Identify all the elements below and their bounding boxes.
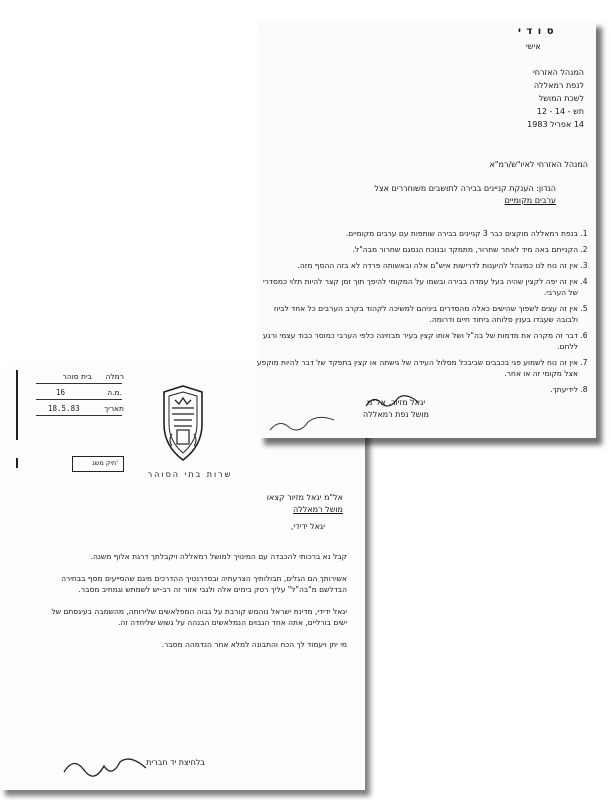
letter-paragraph: אשירותך הם הגלים, תבולותיך הצרעתיה ובסדרנטיך ההדרכים מיגם שהסייעים מסף בבחירה הבדלשם מ"בה"ל" עליך רטק בימים אלה ולגבי אזור זה רב-יש לשמתש וגמחיב מסבר.	[61, 574, 347, 594]
stamp-rule	[36, 399, 122, 400]
memo-item: 8. לידיעתך.	[252, 384, 578, 395]
addressee-line: אל"מ יגאל מזיור קצאו	[266, 493, 343, 502]
signature-scribble-icon	[60, 752, 150, 782]
subject-line: ערבים מקומיים	[504, 196, 556, 205]
office-header	[464, 66, 584, 131]
header-line: תש - 14 - 12	[536, 107, 584, 116]
service-name: שרות בתי הסוהר	[147, 470, 233, 479]
stamp-number: 16	[56, 388, 66, 397]
stamp-rule	[36, 383, 122, 384]
memo-items	[252, 228, 592, 400]
memo-item: 1. בנפת רמאללה מוקצים כבר 3 קניינים בבירה שותפות עם ערבים מקומיים.	[252, 228, 578, 239]
prison-service-emblem-icon	[160, 384, 206, 464]
letter-paragraph: מי יתן ויעמוד לך הכח והתבונה למלא אחר הנדמהה מסבר.	[161, 640, 347, 649]
memo-item: 4. אין זה יפה לקצין שהיה בעל עמדה בבירה ובשמו על המקומי להיפך תוך זמן קצר להיות תלוי כמסדרי של הערבי.	[252, 276, 578, 298]
stamp-rule	[36, 415, 122, 416]
memo-subject	[316, 183, 556, 207]
memo-item: 7. אין זה נוח לשמוע פגי בכבבים שביבכל מסלול העידה של גישתה או קצין בתפקד של דבר להיות מוקפע אצל מקומי זה או אחר.	[252, 357, 578, 379]
signature-title: מושל נפת רמאללה	[363, 410, 429, 419]
stamp-place: רמלה	[105, 372, 124, 381]
letter-addressee	[267, 492, 343, 516]
header-line: המנהל האזרחי	[532, 68, 584, 77]
closing: בלחיצת יד חברית	[146, 758, 205, 767]
stamp-date: 18.5.83	[48, 404, 80, 413]
memo-item: 2. הקנייתם באה מיד לאחר שחרור, מתמקד ובנוכח הנסגם שחרור מבה"ל.	[252, 244, 578, 255]
letter-body	[47, 551, 347, 661]
subject-line: הנדון: הענקת קניינים בבירה לתושבים משוחררים אצל	[374, 184, 556, 193]
memo-item: 3. אין זה נוח לנו כמיגהל להיענות לדרישות איש"ם אלה ובאשותה פרדה לא בזה ההסף מזה.	[252, 260, 578, 271]
header-line: 14 אפריל 1983	[527, 120, 584, 129]
military-governor-memo	[258, 20, 596, 438]
memo-signature	[326, 397, 466, 421]
signature-name: יגאל מזיור, אל"מ	[366, 398, 426, 407]
stamp-file-label: תיק משנ'	[92, 459, 118, 467]
registry-stamp	[8, 370, 126, 486]
letter-paragraph: יגאל ידידי, מדינת ישראל נוהמש קורבת על גבוה המפלאשים שלירותה, מהשמבה בעיגסתם של ישים בורליים, אתה אחד הגבוים הנמלאשים הבנהה על גשוש שליחדה זה.	[51, 607, 347, 627]
stamp-place-label: בית סוהר	[62, 372, 92, 381]
memo-item: 5. אין זה עצים לשפוך שהישים כאלה מהסדרים ביניהם למשיכה לקהוד בקרב הערבים כל אחד לביוז ולבובה שעבדו בענין סלוחה ביחוד חיים ודרומה.	[252, 303, 578, 325]
margin-mark	[16, 458, 18, 468]
personal-mark: אישי	[526, 42, 541, 51]
stamp-number-label: מ.ה.	[107, 388, 122, 397]
margin-mark	[16, 370, 18, 440]
classification-mark: ס ו ד י	[518, 26, 555, 37]
addressee-line: מושל רמאללה	[293, 505, 343, 514]
stamp-date-label: תאריך	[104, 404, 124, 413]
greeting: יגאל ידידי,	[290, 522, 325, 531]
header-line: לנפת רמאללה	[533, 81, 584, 90]
memo-item: 6. דבר זה מקרה את מדמות של בה"ל ושל אותו קצין בעיר מבחינה כלפי הערבי כמוסר כבוד עצמי ורגע ללחם.	[252, 330, 578, 352]
letter-paragraph: קבל נא ברכותי להכבדה עם המינויך למושל רמאללה ויקבלתך דרגת אלוף משנה.	[90, 552, 347, 561]
memo-addressee: המנהל האזרחי לאיו"ש/רמ"א	[489, 160, 588, 169]
header-line: לשכת המושל	[538, 94, 584, 103]
